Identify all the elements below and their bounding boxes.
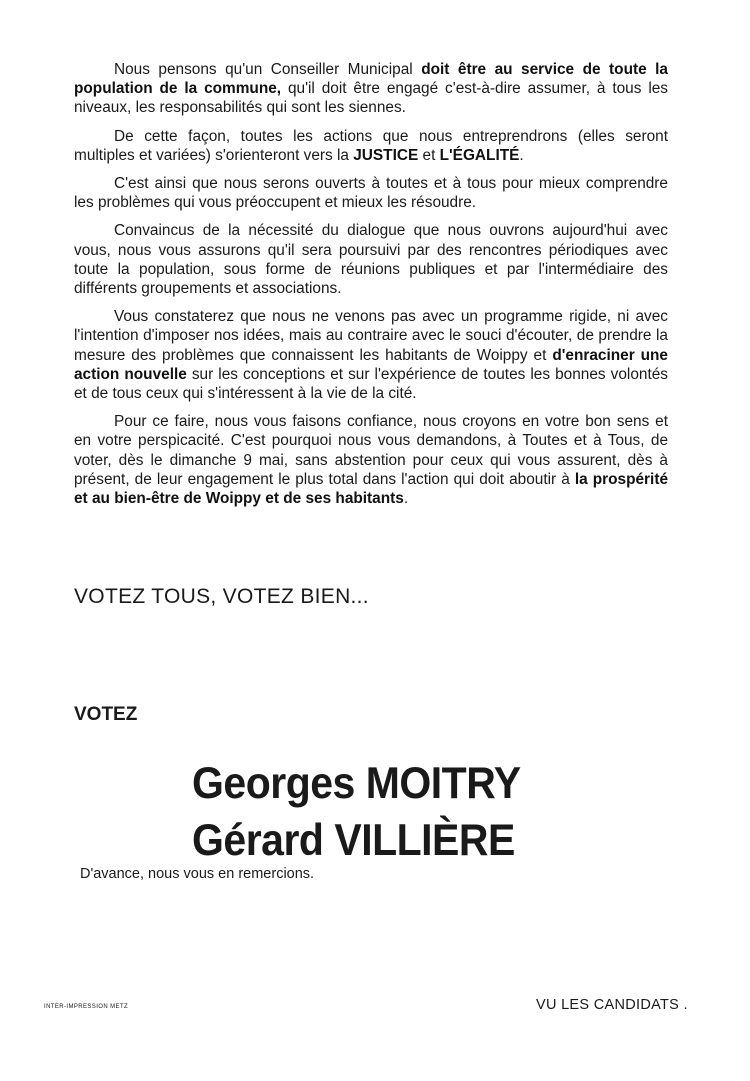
candidate-name-1: Georges MOITRY	[192, 758, 521, 808]
emphasis-text: JUSTICE	[353, 146, 419, 164]
votez-label: VOTEZ	[74, 704, 138, 725]
text-segment: .	[403, 490, 409, 508]
text-segment: De cette façon, toutes les actions que nous entreprendrons (elles seront multiples et variées) s'orienteront vers la	[74, 127, 668, 164]
text-segment: et	[418, 146, 440, 164]
thanks-note: D'avance, nous vous en remercions.	[80, 866, 315, 882]
paragraph-4	[74, 221, 668, 298]
emphasis-text: d'enraciner une action nouvelle	[74, 346, 668, 383]
paragraph-6	[74, 412, 668, 508]
candidates-approval: VU LES CANDIDATS .	[536, 997, 688, 1013]
candidate-name-2: Gérard VILLIÈRE	[192, 815, 515, 865]
printer-credit: INTER-IMPRESSION METZ	[44, 1004, 129, 1010]
paragraph-3	[74, 174, 668, 212]
emphasis-text: L'ÉGALITÉ	[439, 146, 520, 164]
text-segment: Convaincus de la nécessité du dialogue que nous ouvrons aujourd'hui avec vous, nous vous assurons qu'il sera poursuivi par des rencontres périodiques avec toute la population, sous forme de réunions publiques et par l'intermédiaire des différents groupements et associations.	[74, 222, 668, 298]
slogan: VOTEZ TOUS, VOTEZ BIEN...	[74, 585, 369, 608]
text-segment: Nous pensons qu'un Conseiller Municipal	[114, 61, 422, 78]
text-segment: .	[519, 146, 524, 164]
paragraph-2	[74, 127, 668, 165]
body-text	[74, 60, 668, 517]
text-segment: sur les conceptions et sur l'expérience de toutes les bonnes volontés et de tous ceux qui s'intéressent à la vie de la cité.	[74, 365, 668, 403]
paragraph-5	[74, 307, 668, 403]
text-segment: qu'il doit être engagé c'est-à-dire assumer, à tous les niveaux, les responsabilités qui sont les siennes.	[74, 80, 668, 117]
text-segment: Pour ce faire, nous vous faisons confiance, nous croyons en votre bon sens et en votre perspicacité. C'est pourquoi nous vous demandons, à Toutes et à Tous, de voter, dès le dimanche 9 mai, sans abstention pour ceux qui vous assurent, dès à présent, de leur engagement le plus total dans l'action qui doit aboutir à	[74, 413, 668, 488]
emphasis-text: la prospérité et au bien-être de Woippy et de ses habitants	[74, 470, 669, 508]
text-segment: Vous constaterez que nous ne venons pas avec un programme rigide, ni avec l'intention d'imposer nos idées, mais au contraire avec le souci d'écouter, de prendre la mesure des problèmes que connaissent les habitants de Woippy et	[74, 308, 668, 364]
emphasis-text: doit être au service de toute la population de la commune,	[74, 61, 668, 98]
text-segment: C'est ainsi que nous serons ouverts à toutes et à tous pour mieux comprendre les problèmes qui vous préoccupent et mieux les résoudre.	[74, 175, 668, 212]
paragraph-1	[74, 60, 668, 118]
